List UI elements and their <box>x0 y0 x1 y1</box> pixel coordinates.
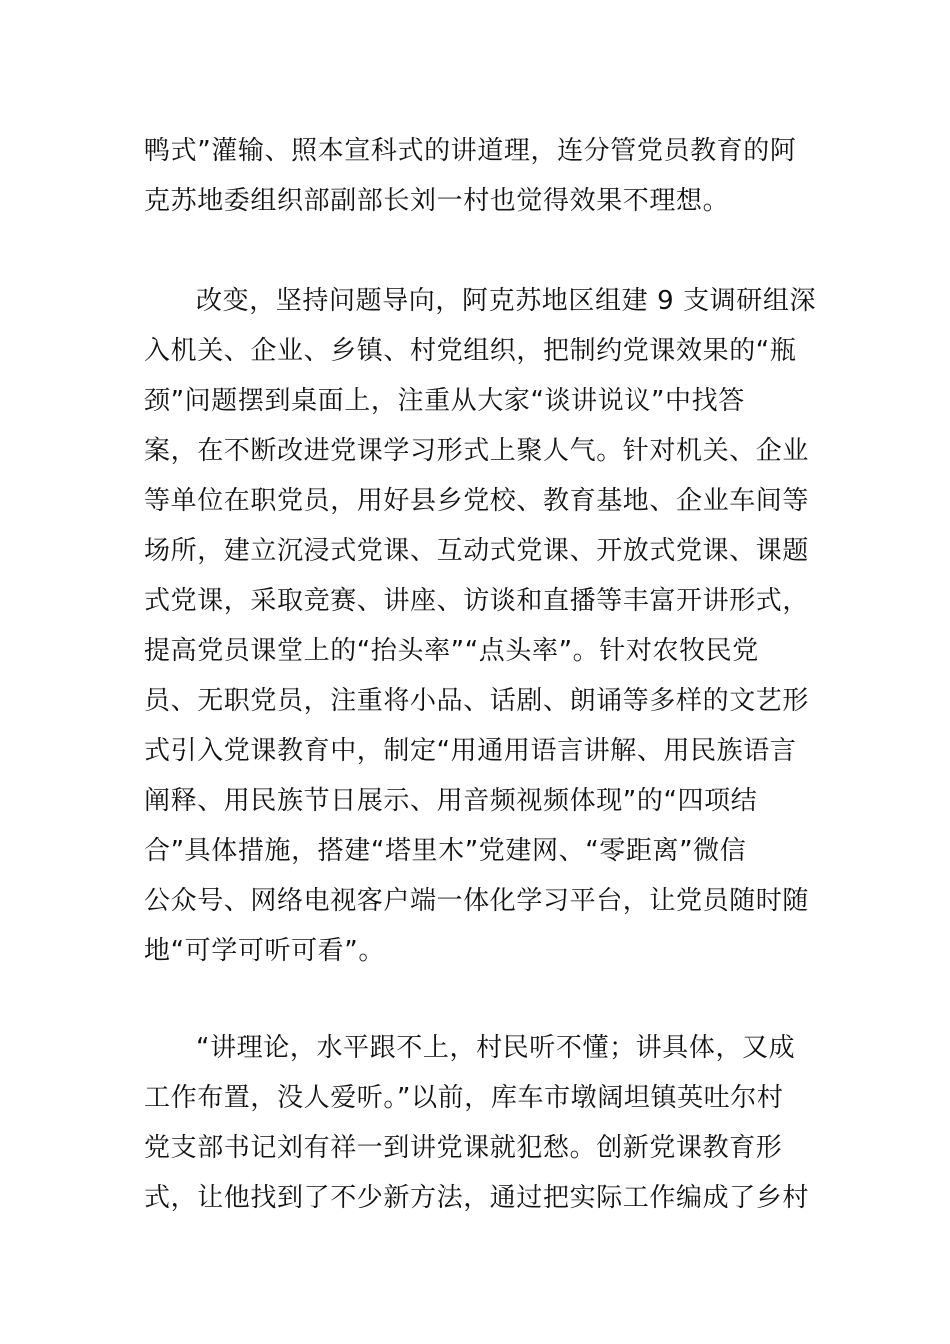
text-line: 员、无职党员，注重将小品、话剧、朗诵等多样的文艺形 <box>144 686 810 716</box>
paragraph-1 <box>144 126 814 226</box>
text-line: 合”具体措施，搭建“塔里木”党建网、“零距离”微信 <box>144 836 747 866</box>
text-line: 公众号、网络电视客户端一体化学习平台，让党员随时随 <box>144 886 810 916</box>
text-line: 阐释、用民族节日展示、用音频视频体现”的“四项结 <box>144 786 758 816</box>
text-line: 案，在不断改进党课学习形式上聚人气。针对机关、企业 <box>144 436 810 466</box>
text-line: 改变，坚持问题导向，阿克苏地区组建 9 支调研组深 <box>196 286 817 316</box>
text-line: 入机关、企业、乡镇、村党组织，把制约党课效果的“瓶 <box>144 336 797 366</box>
text-line: 鸭式”灌输、照本宣科式的讲道理，连分管党员教育的阿 <box>144 136 797 166</box>
paragraph-3 <box>144 1023 814 1223</box>
paragraph-2 <box>144 276 817 976</box>
text-line: 颈”问题摆到桌面上，注重从大家“谈讲说议”中找答 <box>144 386 745 416</box>
text-line: 等单位在职党员，用好县乡党校、教育基地、企业车间等 <box>144 486 810 516</box>
text-line: 式引入党课教育中，制定“用通用语言讲解、用民族语言 <box>144 736 797 766</box>
text-line: 式党课，采取竞赛、讲座、访谈和直播等丰富开讲形式， <box>144 586 810 616</box>
text-line: 克苏地委组织部副部长刘一村也觉得效果不理想。 <box>144 186 730 216</box>
text-line: “讲理论，水平跟不上，村民听不懂；讲具体，又成 <box>196 1033 796 1063</box>
text-line: 提高党员课堂上的“抬头率”“点头率”。针对农牧民党 <box>144 636 759 666</box>
text-line: 地“可学可听可看”。 <box>144 936 385 966</box>
text-line: 党支部书记刘有祥一到讲党课就犯愁。创新党课教育形 <box>144 1133 783 1163</box>
text-line: 工作布置，没人爱听。”以前，库车市墩阔坦镇英吐尔村 <box>144 1083 784 1113</box>
text-line: 式，让他找到了不少新方法，通过把实际工作编成了乡村 <box>144 1183 810 1213</box>
text-line: 场所，建立沉浸式党课、互动式党课、开放式党课、课题 <box>144 536 810 566</box>
